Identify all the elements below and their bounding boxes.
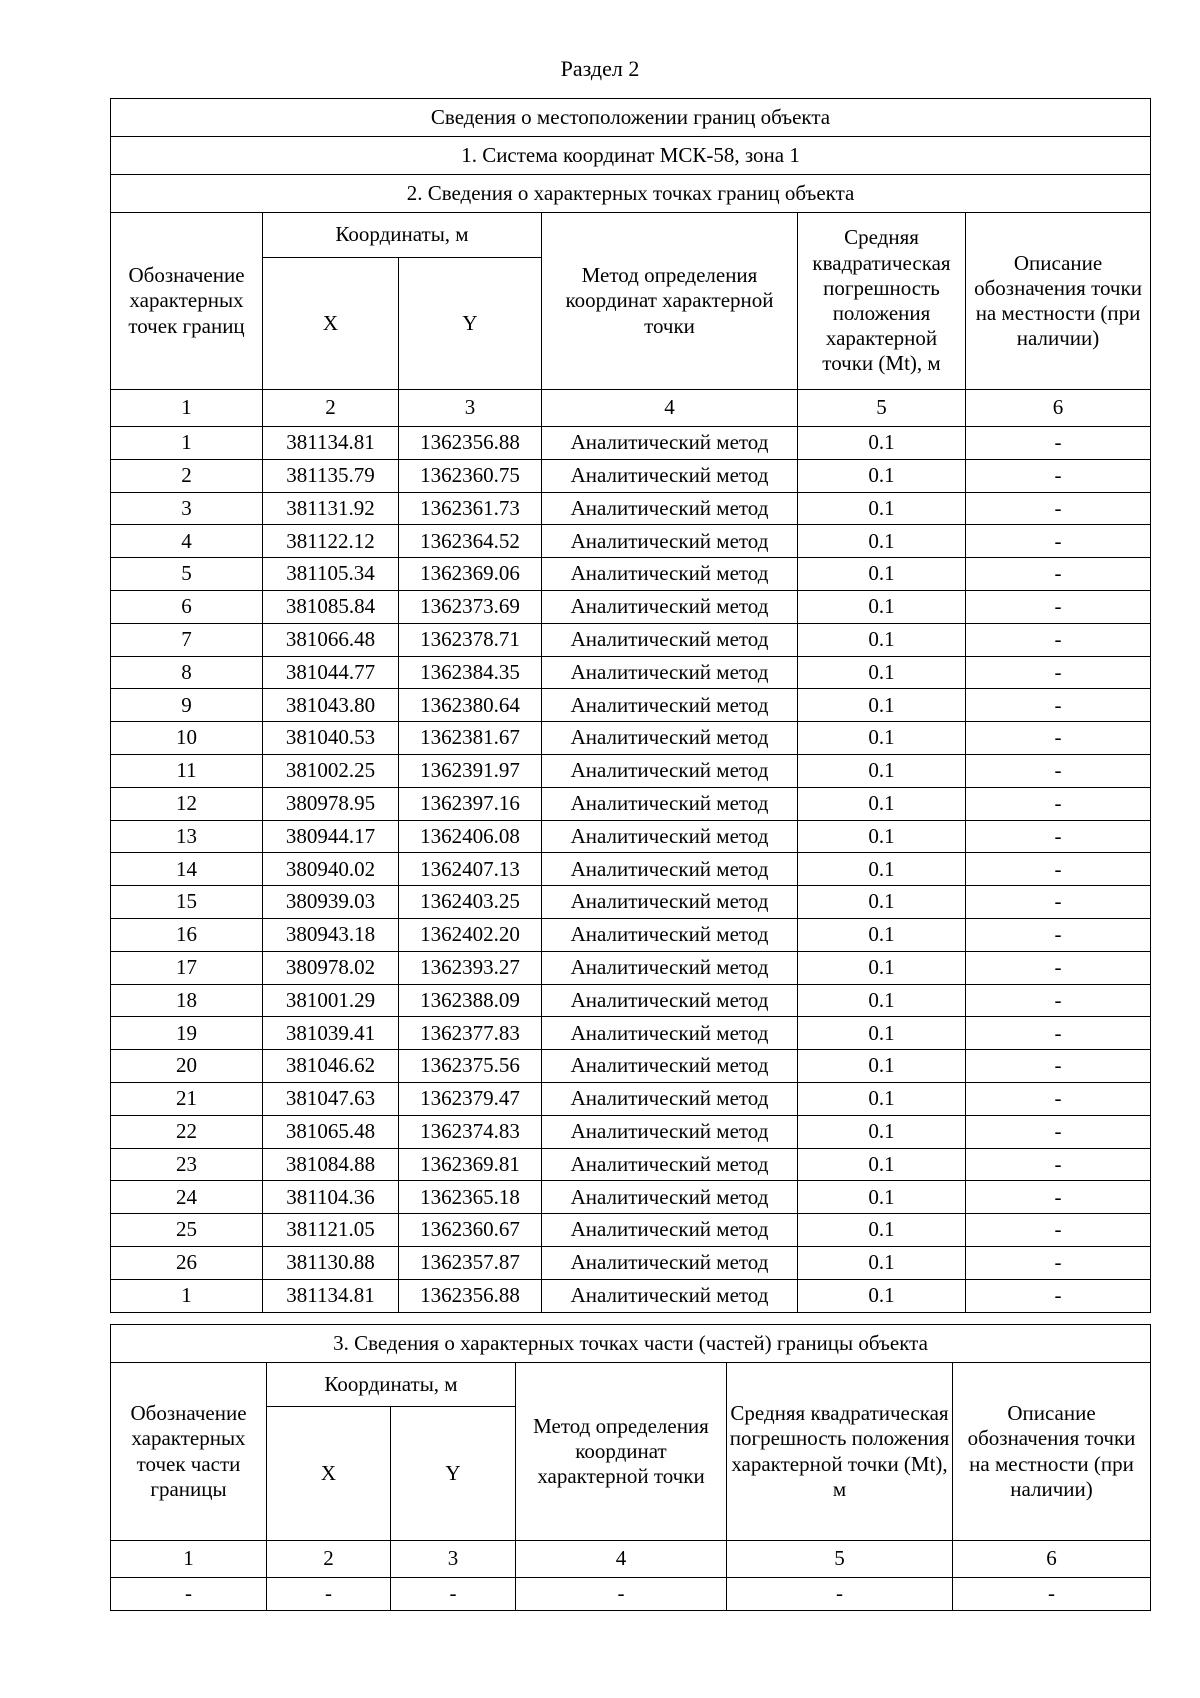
x-coord-cell: 381001.29 bbox=[263, 984, 399, 1017]
description-cell: - bbox=[966, 951, 1151, 984]
y-coord-cell: 1362380.64 bbox=[399, 689, 542, 722]
x-coord-cell: 381044.77 bbox=[263, 656, 399, 689]
x-coord-cell: 381084.88 bbox=[263, 1148, 399, 1181]
y-coord-cell: 1362356.88 bbox=[399, 1279, 542, 1312]
description-cell: - bbox=[966, 623, 1151, 656]
table-row bbox=[111, 886, 1151, 919]
x-coord-cell: 380978.02 bbox=[263, 951, 399, 984]
error-cell: 0.1 bbox=[798, 1082, 966, 1115]
col-index: 5 bbox=[798, 390, 966, 427]
error-cell: 0.1 bbox=[798, 492, 966, 525]
point-id-cell: 15 bbox=[111, 886, 263, 919]
point-id-cell: 12 bbox=[111, 787, 263, 820]
description-cell: - bbox=[966, 590, 1151, 623]
description-cell: - bbox=[966, 984, 1151, 1017]
y-coord-cell: 1362397.16 bbox=[399, 787, 542, 820]
method-cell: Аналитический метод bbox=[542, 558, 798, 591]
col-index: 1 bbox=[111, 1541, 267, 1578]
table-row bbox=[111, 722, 1151, 755]
table-row bbox=[111, 525, 1151, 558]
point-id-cell: 16 bbox=[111, 918, 263, 951]
point-id-cell: 18 bbox=[111, 984, 263, 1017]
method-cell: Аналитический метод bbox=[542, 459, 798, 492]
error-cell: - bbox=[727, 1578, 953, 1611]
col-index: 3 bbox=[391, 1541, 516, 1578]
col-header-point: Обозначение характерных точек границ bbox=[111, 213, 263, 390]
point-id-cell: 11 bbox=[111, 754, 263, 787]
point-id-cell: 1 bbox=[111, 427, 263, 460]
point-id-cell: 14 bbox=[111, 853, 263, 886]
point-id-cell: 21 bbox=[111, 1082, 263, 1115]
table-row bbox=[111, 1214, 1151, 1247]
col-header-method: Метод определения координат характерной точки bbox=[516, 1363, 727, 1541]
boundary-points-table bbox=[110, 98, 1151, 1313]
table-row bbox=[111, 951, 1151, 984]
point-id-cell: 20 bbox=[111, 1050, 263, 1083]
point-id-cell: 4 bbox=[111, 525, 263, 558]
table-row bbox=[111, 558, 1151, 591]
error-cell: 0.1 bbox=[798, 951, 966, 984]
point-id-cell: 9 bbox=[111, 689, 263, 722]
col-header-desc: Описание обозначения точки на местности (при наличии) bbox=[953, 1363, 1151, 1541]
description-cell: - bbox=[966, 853, 1151, 886]
method-cell: Аналитический метод bbox=[542, 1148, 798, 1181]
y-coord-cell: 1362388.09 bbox=[399, 984, 542, 1017]
table-row bbox=[111, 1082, 1151, 1115]
description-cell: - bbox=[966, 689, 1151, 722]
table-row bbox=[111, 1050, 1151, 1083]
col-index: 2 bbox=[263, 390, 399, 427]
point-id-cell: 6 bbox=[111, 590, 263, 623]
col-header-y: Y bbox=[399, 258, 542, 390]
y-coord-cell: 1362384.35 bbox=[399, 656, 542, 689]
point-id-cell: 7 bbox=[111, 623, 263, 656]
y-coord-cell: 1362381.67 bbox=[399, 722, 542, 755]
x-coord-cell: 380978.95 bbox=[263, 787, 399, 820]
table-row bbox=[111, 689, 1151, 722]
x-coord-cell: 381066.48 bbox=[263, 623, 399, 656]
x-coord-cell: 381134.81 bbox=[263, 1279, 399, 1312]
description-cell: - bbox=[966, 1181, 1151, 1214]
y-coord-cell: 1362374.83 bbox=[399, 1115, 542, 1148]
method-cell: Аналитический метод bbox=[542, 492, 798, 525]
table-row bbox=[111, 1578, 1151, 1611]
error-cell: 0.1 bbox=[798, 1115, 966, 1148]
description-cell: - bbox=[966, 558, 1151, 591]
table-row bbox=[111, 787, 1151, 820]
y-coord-cell: 1362375.56 bbox=[399, 1050, 542, 1083]
method-cell: Аналитический метод bbox=[542, 1050, 798, 1083]
x-coord-cell: 381134.81 bbox=[263, 427, 399, 460]
x-coord-cell: 381047.63 bbox=[263, 1082, 399, 1115]
x-coord-cell: - bbox=[267, 1578, 391, 1611]
table-row bbox=[111, 590, 1151, 623]
col-header-point: Обозначение характерных точек части границы bbox=[111, 1363, 267, 1541]
boundaries-title: Сведения о местоположении границ объекта bbox=[111, 99, 1151, 137]
error-cell: 0.1 bbox=[798, 886, 966, 919]
y-coord-cell: 1362365.18 bbox=[399, 1181, 542, 1214]
description-cell: - bbox=[966, 1017, 1151, 1050]
point-id-cell: 10 bbox=[111, 722, 263, 755]
col-header-y: Y bbox=[391, 1407, 516, 1541]
y-coord-cell: 1362391.97 bbox=[399, 754, 542, 787]
error-cell: 0.1 bbox=[798, 722, 966, 755]
point-id-cell: 19 bbox=[111, 1017, 263, 1050]
point-id-cell: 2 bbox=[111, 459, 263, 492]
x-coord-cell: 380940.02 bbox=[263, 853, 399, 886]
point-id-cell: 23 bbox=[111, 1148, 263, 1181]
x-coord-cell: 381135.79 bbox=[263, 459, 399, 492]
method-cell: Аналитический метод bbox=[542, 1246, 798, 1279]
point-id-cell: 1 bbox=[111, 1279, 263, 1312]
method-cell: Аналитический метод bbox=[542, 754, 798, 787]
x-coord-cell: 381130.88 bbox=[263, 1246, 399, 1279]
method-cell: Аналитический метод bbox=[542, 820, 798, 853]
table-row bbox=[111, 918, 1151, 951]
x-coord-cell: 381085.84 bbox=[263, 590, 399, 623]
point-id-cell: - bbox=[111, 1578, 267, 1611]
table-row bbox=[111, 984, 1151, 1017]
y-coord-cell: 1362393.27 bbox=[399, 951, 542, 984]
y-coord-cell: 1362357.87 bbox=[399, 1246, 542, 1279]
method-cell: Аналитический метод bbox=[542, 1115, 798, 1148]
point-id-cell: 13 bbox=[111, 820, 263, 853]
error-cell: 0.1 bbox=[798, 1246, 966, 1279]
description-cell: - bbox=[953, 1578, 1151, 1611]
error-cell: 0.1 bbox=[798, 1279, 966, 1312]
y-coord-cell: 1362361.73 bbox=[399, 492, 542, 525]
method-cell: Аналитический метод bbox=[542, 1214, 798, 1247]
coordinate-system: 1. Система координат МСК-58, зона 1 bbox=[111, 137, 1151, 175]
method-cell: - bbox=[516, 1578, 727, 1611]
y-coord-cell: 1362369.06 bbox=[399, 558, 542, 591]
error-cell: 0.1 bbox=[798, 787, 966, 820]
error-cell: 0.1 bbox=[798, 558, 966, 591]
description-cell: - bbox=[966, 754, 1151, 787]
table-row bbox=[111, 1115, 1151, 1148]
points-section-title: 2. Сведения о характерных точках границ объекта bbox=[111, 175, 1151, 213]
table-row bbox=[111, 1181, 1151, 1214]
col-index: 5 bbox=[727, 1541, 953, 1578]
method-cell: Аналитический метод bbox=[542, 525, 798, 558]
method-cell: Аналитический метод bbox=[542, 1181, 798, 1214]
y-coord-cell: 1362406.08 bbox=[399, 820, 542, 853]
y-coord-cell: 1362369.81 bbox=[399, 1148, 542, 1181]
y-coord-cell: 1362377.83 bbox=[399, 1017, 542, 1050]
error-cell: 0.1 bbox=[798, 754, 966, 787]
col-header-coords: Координаты, м bbox=[267, 1363, 516, 1407]
description-cell: - bbox=[966, 525, 1151, 558]
error-cell: 0.1 bbox=[798, 1050, 966, 1083]
x-coord-cell: 380944.17 bbox=[263, 820, 399, 853]
method-cell: Аналитический метод bbox=[542, 1279, 798, 1312]
description-cell: - bbox=[966, 1082, 1151, 1115]
x-coord-cell: 381040.53 bbox=[263, 722, 399, 755]
col-header-desc: Описание обозначения точки на местности (при наличии) bbox=[966, 213, 1151, 390]
method-cell: Аналитический метод bbox=[542, 689, 798, 722]
y-coord-cell: 1362407.13 bbox=[399, 853, 542, 886]
y-coord-cell: 1362378.71 bbox=[399, 623, 542, 656]
col-index: 4 bbox=[542, 390, 798, 427]
point-id-cell: 24 bbox=[111, 1181, 263, 1214]
table-row bbox=[111, 427, 1151, 460]
table-row bbox=[111, 656, 1151, 689]
description-cell: - bbox=[966, 1148, 1151, 1181]
method-cell: Аналитический метод bbox=[542, 951, 798, 984]
col-header-x: X bbox=[263, 258, 399, 390]
error-cell: 0.1 bbox=[798, 656, 966, 689]
description-cell: - bbox=[966, 1214, 1151, 1247]
description-cell: - bbox=[966, 1050, 1151, 1083]
error-cell: 0.1 bbox=[798, 459, 966, 492]
method-cell: Аналитический метод bbox=[542, 656, 798, 689]
method-cell: Аналитический метод bbox=[542, 1017, 798, 1050]
x-coord-cell: 381002.25 bbox=[263, 754, 399, 787]
point-id-cell: 26 bbox=[111, 1246, 263, 1279]
point-id-cell: 17 bbox=[111, 951, 263, 984]
description-cell: - bbox=[966, 918, 1151, 951]
error-cell: 0.1 bbox=[798, 853, 966, 886]
error-cell: 0.1 bbox=[798, 1181, 966, 1214]
description-cell: - bbox=[966, 1115, 1151, 1148]
description-cell: - bbox=[966, 886, 1151, 919]
col-header-error: Средняя квадратическая погрешность положения характерной точки (Mt), м bbox=[798, 213, 966, 390]
col-index: 1 bbox=[111, 390, 263, 427]
table-row bbox=[111, 492, 1151, 525]
section-title: Раздел 2 bbox=[560, 56, 640, 81]
table-row bbox=[111, 1279, 1151, 1312]
x-coord-cell: 380939.03 bbox=[263, 886, 399, 919]
y-coord-cell: - bbox=[391, 1578, 516, 1611]
method-cell: Аналитический метод bbox=[542, 590, 798, 623]
method-cell: Аналитический метод bbox=[542, 918, 798, 951]
y-coord-cell: 1362364.52 bbox=[399, 525, 542, 558]
col-header-error: Средняя квадратическая погрешность положения характерной точки (Mt), м bbox=[727, 1363, 953, 1541]
x-coord-cell: 381104.36 bbox=[263, 1181, 399, 1214]
x-coord-cell: 381039.41 bbox=[263, 1017, 399, 1050]
x-coord-cell: 381105.34 bbox=[263, 558, 399, 591]
method-cell: Аналитический метод bbox=[542, 886, 798, 919]
error-cell: 0.1 bbox=[798, 1148, 966, 1181]
x-coord-cell: 381122.12 bbox=[263, 525, 399, 558]
table-row bbox=[111, 853, 1151, 886]
col-header-method: Метод определения координат характерной точки bbox=[542, 213, 798, 390]
y-coord-cell: 1362403.25 bbox=[399, 886, 542, 919]
error-cell: 0.1 bbox=[798, 918, 966, 951]
x-coord-cell: 381131.92 bbox=[263, 492, 399, 525]
description-cell: - bbox=[966, 722, 1151, 755]
x-coord-cell: 381121.05 bbox=[263, 1214, 399, 1247]
y-coord-cell: 1362373.69 bbox=[399, 590, 542, 623]
method-cell: Аналитический метод bbox=[542, 1082, 798, 1115]
table-row bbox=[111, 820, 1151, 853]
x-coord-cell: 381065.48 bbox=[263, 1115, 399, 1148]
method-cell: Аналитический метод bbox=[542, 722, 798, 755]
description-cell: - bbox=[966, 427, 1151, 460]
description-cell: - bbox=[966, 459, 1151, 492]
y-coord-cell: 1362360.67 bbox=[399, 1214, 542, 1247]
description-cell: - bbox=[966, 1246, 1151, 1279]
description-cell: - bbox=[966, 820, 1151, 853]
error-cell: 0.1 bbox=[798, 1017, 966, 1050]
point-id-cell: 8 bbox=[111, 656, 263, 689]
y-coord-cell: 1362379.47 bbox=[399, 1082, 542, 1115]
y-coord-cell: 1362356.88 bbox=[399, 427, 542, 460]
table-row bbox=[111, 1148, 1151, 1181]
col-index: 3 bbox=[399, 390, 542, 427]
col-index: 4 bbox=[516, 1541, 727, 1578]
method-cell: Аналитический метод bbox=[542, 623, 798, 656]
table-row bbox=[111, 1017, 1151, 1050]
error-cell: 0.1 bbox=[798, 820, 966, 853]
method-cell: Аналитический метод bbox=[542, 787, 798, 820]
error-cell: 0.1 bbox=[798, 689, 966, 722]
col-index: 6 bbox=[953, 1541, 1151, 1578]
method-cell: Аналитический метод bbox=[542, 427, 798, 460]
x-coord-cell: 381043.80 bbox=[263, 689, 399, 722]
error-cell: 0.1 bbox=[798, 590, 966, 623]
description-cell: - bbox=[966, 492, 1151, 525]
col-header-x: X bbox=[267, 1407, 391, 1541]
point-id-cell: 5 bbox=[111, 558, 263, 591]
x-coord-cell: 380943.18 bbox=[263, 918, 399, 951]
method-cell: Аналитический метод bbox=[542, 984, 798, 1017]
part-boundary-points-table bbox=[110, 1324, 1151, 1611]
description-cell: - bbox=[966, 1279, 1151, 1312]
description-cell: - bbox=[966, 787, 1151, 820]
method-cell: Аналитический метод bbox=[542, 853, 798, 886]
error-cell: 0.1 bbox=[798, 427, 966, 460]
table-row bbox=[111, 459, 1151, 492]
col-index: 2 bbox=[267, 1541, 391, 1578]
point-id-cell: 3 bbox=[111, 492, 263, 525]
col-index: 6 bbox=[966, 390, 1151, 427]
error-cell: 0.1 bbox=[798, 623, 966, 656]
x-coord-cell: 381046.62 bbox=[263, 1050, 399, 1083]
error-cell: 0.1 bbox=[798, 1214, 966, 1247]
table-row bbox=[111, 1246, 1151, 1279]
part-points-section-title: 3. Сведения о характерных точках части (частей) границы объекта bbox=[111, 1325, 1151, 1363]
y-coord-cell: 1362402.20 bbox=[399, 918, 542, 951]
y-coord-cell: 1362360.75 bbox=[399, 459, 542, 492]
table-row bbox=[111, 623, 1151, 656]
col-header-coords: Координаты, м bbox=[263, 213, 542, 258]
error-cell: 0.1 bbox=[798, 984, 966, 1017]
point-id-cell: 25 bbox=[111, 1214, 263, 1247]
error-cell: 0.1 bbox=[798, 525, 966, 558]
point-id-cell: 22 bbox=[111, 1115, 263, 1148]
table-row bbox=[111, 754, 1151, 787]
description-cell: - bbox=[966, 656, 1151, 689]
